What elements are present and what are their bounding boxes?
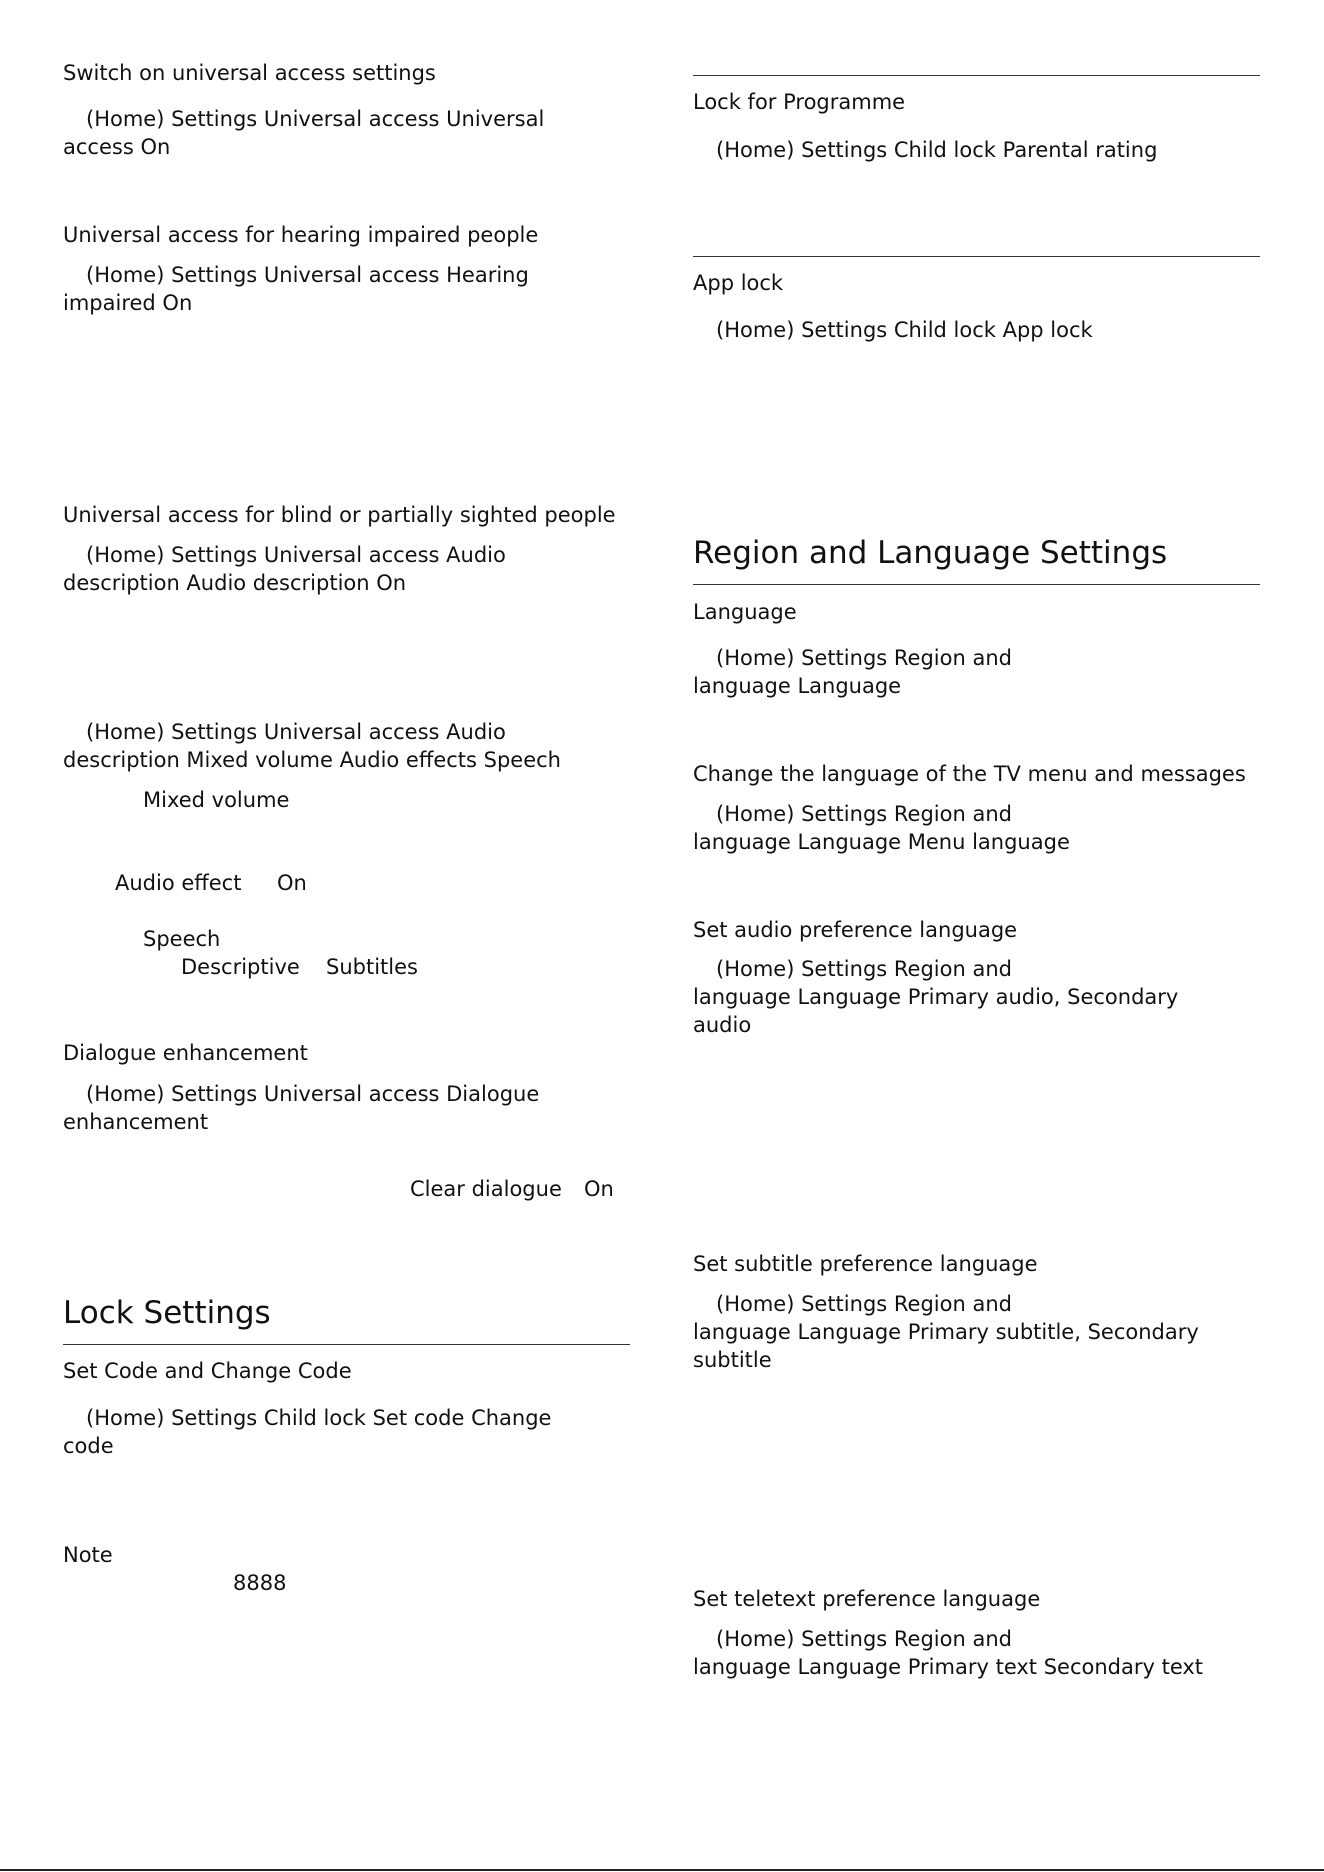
menu-path: (Home) Settings Region and xyxy=(716,1292,1012,1316)
section-title-menu-language: Change the language of the TV menu and messages xyxy=(693,762,1246,786)
menu-path-cont: language Language Primary text Secondary text xyxy=(693,1655,1204,1679)
heading-region-language: Region and Language Settings xyxy=(693,535,1168,571)
menu-path: (Home) Settings Region and xyxy=(716,646,1012,670)
heading-underline xyxy=(693,584,1260,585)
menu-path: (Home) Settings Universal access Audio xyxy=(86,720,506,744)
menu-path-cont: subtitle xyxy=(693,1348,772,1372)
menu-path-cont: language Language Primary audio, Secondary xyxy=(693,985,1179,1009)
menu-path: (Home) Settings Universal access Dialogue xyxy=(86,1082,540,1106)
footer-rule xyxy=(0,1869,1324,1871)
section-title-audio-language: Set audio preference language xyxy=(693,918,1018,942)
option-clear-dialogue: Clear dialogue xyxy=(410,1177,562,1201)
menu-path: (Home) Settings Region and xyxy=(716,1627,1012,1651)
menu-path: (Home) Settings Child lock Set code Change xyxy=(86,1406,552,1430)
menu-path-cont: access On xyxy=(63,135,171,159)
default-code: 8888 xyxy=(233,1571,287,1595)
section-divider xyxy=(693,256,1260,257)
section-title-subtitle-language: Set subtitle preference language xyxy=(693,1252,1038,1276)
section-title-universal-access-switch: Switch on universal access settings xyxy=(63,61,436,85)
section-title-lock-programme: Lock for Programme xyxy=(693,90,906,114)
note-label: Note xyxy=(63,1543,113,1567)
option-speech: Speech xyxy=(143,927,221,951)
menu-path-cont: enhancement xyxy=(63,1110,209,1134)
menu-path: (Home) Settings Universal access Audio xyxy=(86,543,506,567)
section-title-hearing-impaired: Universal access for hearing impaired people xyxy=(63,223,539,247)
option-audio-effect-on: On xyxy=(277,871,307,895)
section-title-teletext-language: Set teletext preference language xyxy=(693,1587,1041,1611)
menu-path-cont: impaired On xyxy=(63,291,193,315)
menu-path: (Home) Settings Universal access Hearing xyxy=(86,263,529,287)
menu-path-cont: language Language Menu language xyxy=(693,830,1070,854)
option-subtitles: Subtitles xyxy=(326,955,418,979)
heading-lock-settings: Lock Settings xyxy=(63,1295,271,1331)
section-divider xyxy=(693,75,1260,76)
heading-underline xyxy=(63,1344,630,1345)
section-title-app-lock: App lock xyxy=(693,271,784,295)
menu-path: (Home) Settings Region and xyxy=(716,802,1012,826)
menu-path: (Home) Settings Universal access Universal xyxy=(86,107,545,131)
menu-path: (Home) Settings Region and xyxy=(716,957,1012,981)
menu-path-cont: audio xyxy=(693,1013,752,1037)
option-audio-effect: Audio effect xyxy=(115,871,242,895)
menu-path-cont: code xyxy=(63,1434,114,1458)
menu-path: (Home) Settings Child lock Parental rating xyxy=(716,138,1158,162)
menu-path: (Home) Settings Child lock App lock xyxy=(716,318,1093,342)
section-title-dialogue-enhancement: Dialogue enhancement xyxy=(63,1041,308,1065)
menu-path-cont: description Mixed volume Audio effects Speech xyxy=(63,748,561,772)
menu-path-cont: description Audio description On xyxy=(63,571,407,595)
menu-path-cont: language Language xyxy=(693,674,902,698)
section-title-language: Language xyxy=(693,600,797,624)
section-title-set-code: Set Code and Change Code xyxy=(63,1359,352,1383)
option-descriptive: Descriptive xyxy=(181,955,300,979)
section-title-blind-partially-sighted: Universal access for blind or partially sighted people xyxy=(63,503,616,527)
option-clear-dialogue-on: On xyxy=(584,1177,614,1201)
option-mixed-volume: Mixed volume xyxy=(143,788,290,812)
menu-path-cont: language Language Primary subtitle, Secondary xyxy=(693,1320,1199,1344)
